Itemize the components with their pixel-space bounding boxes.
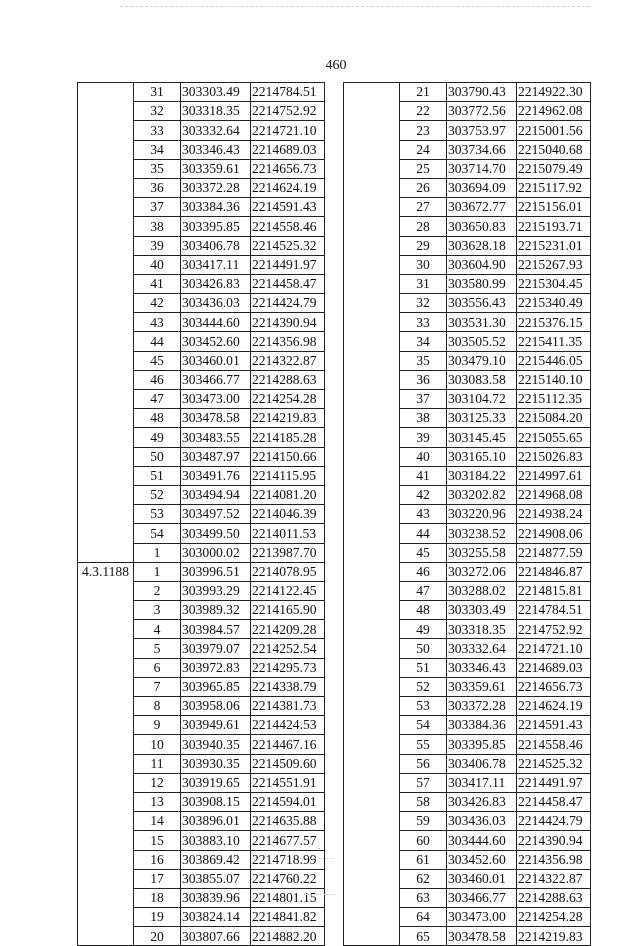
y-coordinate-cell: 2214295.73	[251, 658, 325, 677]
point-number-cell: 7	[134, 677, 181, 696]
y-coordinate-cell: 2214689.03	[517, 658, 591, 677]
point-number-cell: 24	[400, 140, 447, 159]
point-number-cell: 32	[134, 102, 181, 121]
x-coordinate-cell: 303580.99	[447, 274, 517, 293]
x-coordinate-cell: 303824.14	[181, 908, 251, 927]
x-coordinate-cell: 303753.97	[447, 121, 517, 140]
scan-mark	[305, 894, 335, 895]
x-coordinate-cell: 303473.00	[181, 390, 251, 409]
point-number-cell: 20	[134, 927, 181, 946]
y-coordinate-cell: 2214288.63	[517, 888, 591, 907]
x-coordinate-cell: 303406.78	[447, 754, 517, 773]
x-coordinate-cell: 303460.01	[181, 351, 251, 370]
coordinates-table-right-body	[344, 83, 591, 946]
table-row	[78, 83, 325, 102]
point-number-cell: 42	[400, 485, 447, 504]
point-number-cell: 60	[400, 831, 447, 850]
scan-dot	[318, 848, 320, 849]
point-number-cell: 39	[400, 428, 447, 447]
y-coordinate-cell: 2214677.57	[251, 831, 325, 850]
x-coordinate-cell: 303958.06	[181, 697, 251, 716]
y-coordinate-cell: 2214721.10	[517, 639, 591, 658]
point-number-cell: 48	[134, 409, 181, 428]
y-coordinate-cell: 2214381.73	[251, 697, 325, 716]
point-number-cell: 26	[400, 178, 447, 197]
y-coordinate-cell: 2214150.66	[251, 447, 325, 466]
y-coordinate-cell: 2214185.28	[251, 428, 325, 447]
x-coordinate-cell: 303426.83	[181, 274, 251, 293]
x-coordinate-cell: 303869.42	[181, 850, 251, 869]
point-number-cell: 2	[134, 581, 181, 600]
y-coordinate-cell: 2214558.46	[517, 735, 591, 754]
point-number-cell: 52	[400, 677, 447, 696]
y-coordinate-cell: 2214252.54	[251, 639, 325, 658]
point-number-cell: 35	[400, 351, 447, 370]
y-coordinate-cell: 2215304.45	[517, 274, 591, 293]
x-coordinate-cell: 303930.35	[181, 754, 251, 773]
point-number-cell: 28	[400, 217, 447, 236]
point-number-cell: 11	[134, 754, 181, 773]
y-coordinate-cell: 2214882.20	[251, 927, 325, 946]
point-number-cell: 35	[134, 159, 181, 178]
point-number-cell: 47	[134, 390, 181, 409]
point-number-cell: 48	[400, 601, 447, 620]
y-coordinate-cell: 2215084.20	[517, 409, 591, 428]
y-coordinate-cell: 2214219.83	[517, 927, 591, 946]
x-coordinate-cell: 303452.60	[447, 850, 517, 869]
point-number-cell: 50	[134, 447, 181, 466]
group-id-cell: 4.3.1188	[78, 562, 134, 946]
point-number-cell: 53	[400, 697, 447, 716]
y-coordinate-cell: 2214525.32	[251, 236, 325, 255]
point-number-cell: 14	[134, 812, 181, 831]
x-coordinate-cell: 303908.15	[181, 792, 251, 811]
x-coordinate-cell: 303395.85	[447, 735, 517, 754]
y-coordinate-cell: 2214846.87	[517, 562, 591, 581]
point-number-cell: 8	[134, 697, 181, 716]
x-coordinate-cell: 303790.43	[447, 83, 517, 102]
y-coordinate-cell: 2214424.79	[517, 812, 591, 831]
y-coordinate-cell: 2214962.08	[517, 102, 591, 121]
page-number: 460	[325, 58, 347, 73]
point-number-cell: 27	[400, 198, 447, 217]
group-id-cell	[78, 83, 134, 563]
y-coordinate-cell: 2214467.16	[251, 735, 325, 754]
x-coordinate-cell: 303499.50	[181, 524, 251, 543]
x-coordinate-cell: 303473.00	[447, 908, 517, 927]
point-number-cell: 25	[400, 159, 447, 178]
y-coordinate-cell: 2214458.47	[517, 792, 591, 811]
y-coordinate-cell: 2214841.82	[251, 908, 325, 927]
point-number-cell: 9	[134, 716, 181, 735]
x-coordinate-cell: 303478.58	[181, 409, 251, 428]
x-coordinate-cell: 303466.77	[181, 370, 251, 389]
x-coordinate-cell: 303556.43	[447, 294, 517, 313]
x-coordinate-cell: 303272.06	[447, 562, 517, 581]
x-coordinate-cell: 303318.35	[181, 102, 251, 121]
y-coordinate-cell: 2214784.51	[251, 83, 325, 102]
point-number-cell: 44	[134, 332, 181, 351]
point-number-cell: 43	[134, 313, 181, 332]
y-coordinate-cell: 2214801.15	[251, 888, 325, 907]
y-coordinate-cell: 2214551.91	[251, 773, 325, 792]
y-coordinate-cell: 2215026.83	[517, 447, 591, 466]
y-coordinate-cell: 2214752.92	[251, 102, 325, 121]
x-coordinate-cell: 303628.18	[447, 236, 517, 255]
y-coordinate-cell: 2214165.90	[251, 601, 325, 620]
y-coordinate-cell: 2214081.20	[251, 485, 325, 504]
y-coordinate-cell: 2215112.35	[517, 390, 591, 409]
y-coordinate-cell: 2215231.01	[517, 236, 591, 255]
x-coordinate-cell: 303238.52	[447, 524, 517, 543]
point-number-cell: 6	[134, 658, 181, 677]
y-coordinate-cell: 2214209.28	[251, 620, 325, 639]
x-coordinate-cell: 303165.10	[447, 447, 517, 466]
point-number-cell: 29	[400, 236, 447, 255]
x-coordinate-cell: 303896.01	[181, 812, 251, 831]
y-coordinate-cell: 2214624.19	[251, 178, 325, 197]
x-coordinate-cell: 303444.60	[447, 831, 517, 850]
coordinates-table-left-body	[78, 83, 325, 946]
x-coordinate-cell: 303531.30	[447, 313, 517, 332]
y-coordinate-cell: 2214011.53	[251, 524, 325, 543]
y-coordinate-cell: 2215001.56	[517, 121, 591, 140]
x-coordinate-cell: 303650.83	[447, 217, 517, 236]
table-row	[78, 562, 325, 581]
point-number-cell: 38	[134, 217, 181, 236]
x-coordinate-cell: 303494.94	[181, 485, 251, 504]
y-coordinate-cell: 2214115.95	[251, 466, 325, 485]
x-coordinate-cell: 303491.76	[181, 466, 251, 485]
y-coordinate-cell: 2214718.99	[251, 850, 325, 869]
point-number-cell: 42	[134, 294, 181, 313]
x-coordinate-cell: 303417.11	[181, 255, 251, 274]
point-number-cell: 37	[400, 390, 447, 409]
point-number-cell: 55	[400, 735, 447, 754]
x-coordinate-cell: 303083.58	[447, 370, 517, 389]
y-coordinate-cell: 2214968.08	[517, 485, 591, 504]
y-coordinate-cell: 2214760.22	[251, 869, 325, 888]
point-number-cell: 51	[400, 658, 447, 677]
point-number-cell: 47	[400, 581, 447, 600]
x-coordinate-cell: 303104.72	[447, 390, 517, 409]
y-coordinate-cell: 2214322.87	[251, 351, 325, 370]
point-number-cell: 43	[400, 505, 447, 524]
x-coordinate-cell: 303989.32	[181, 601, 251, 620]
point-number-cell: 15	[134, 831, 181, 850]
x-coordinate-cell: 303694.09	[447, 178, 517, 197]
point-number-cell: 53	[134, 505, 181, 524]
x-coordinate-cell: 303979.07	[181, 639, 251, 658]
coordinates-table-left	[77, 82, 325, 946]
y-coordinate-cell: 2215117.92	[517, 178, 591, 197]
x-coordinate-cell: 303000.02	[181, 543, 251, 562]
x-coordinate-cell: 303184.22	[447, 466, 517, 485]
x-coordinate-cell: 303839.96	[181, 888, 251, 907]
x-coordinate-cell: 303487.97	[181, 447, 251, 466]
point-number-cell: 46	[400, 562, 447, 581]
y-coordinate-cell: 2214254.28	[251, 390, 325, 409]
y-coordinate-cell: 2214509.60	[251, 754, 325, 773]
point-number-cell: 49	[134, 428, 181, 447]
point-number-cell: 59	[400, 812, 447, 831]
point-number-cell: 57	[400, 773, 447, 792]
x-coordinate-cell: 303855.07	[181, 869, 251, 888]
point-number-cell: 51	[134, 466, 181, 485]
y-coordinate-cell: 2215411.35	[517, 332, 591, 351]
y-coordinate-cell: 2214078.95	[251, 562, 325, 581]
x-coordinate-cell: 303772.56	[447, 102, 517, 121]
x-coordinate-cell: 303318.35	[447, 620, 517, 639]
y-coordinate-cell: 2214938.24	[517, 505, 591, 524]
coordinates-table-right	[343, 82, 591, 946]
y-coordinate-cell: 2214356.98	[517, 850, 591, 869]
point-number-cell: 12	[134, 773, 181, 792]
y-coordinate-cell: 2214322.87	[517, 869, 591, 888]
y-coordinate-cell: 2215040.68	[517, 140, 591, 159]
x-coordinate-cell: 303395.85	[181, 217, 251, 236]
point-number-cell: 4	[134, 620, 181, 639]
x-coordinate-cell: 303993.29	[181, 581, 251, 600]
point-number-cell: 1	[134, 562, 181, 581]
x-coordinate-cell: 303359.61	[447, 677, 517, 696]
x-coordinate-cell: 303965.85	[181, 677, 251, 696]
point-number-cell: 40	[134, 255, 181, 274]
y-coordinate-cell: 2214458.47	[251, 274, 325, 293]
y-coordinate-cell: 2213987.70	[251, 543, 325, 562]
point-number-cell: 31	[134, 83, 181, 102]
y-coordinate-cell: 2214254.28	[517, 908, 591, 927]
y-coordinate-cell: 2214784.51	[517, 601, 591, 620]
x-coordinate-cell: 303479.10	[447, 351, 517, 370]
point-number-cell: 36	[400, 370, 447, 389]
scan-mark	[300, 858, 334, 859]
x-coordinate-cell: 303452.60	[181, 332, 251, 351]
x-coordinate-cell: 303288.02	[447, 581, 517, 600]
point-number-cell: 44	[400, 524, 447, 543]
point-number-cell: 65	[400, 927, 447, 946]
point-number-cell: 23	[400, 121, 447, 140]
top-scan-line	[120, 6, 590, 7]
x-coordinate-cell: 303220.96	[447, 505, 517, 524]
y-coordinate-cell: 2214624.19	[517, 697, 591, 716]
point-number-cell: 37	[134, 198, 181, 217]
y-coordinate-cell: 2214591.43	[251, 198, 325, 217]
x-coordinate-cell: 303883.10	[181, 831, 251, 850]
point-number-cell: 17	[134, 869, 181, 888]
y-coordinate-cell: 2214491.97	[517, 773, 591, 792]
x-coordinate-cell: 303125.33	[447, 409, 517, 428]
y-coordinate-cell: 2214390.94	[251, 313, 325, 332]
x-coordinate-cell: 303483.55	[181, 428, 251, 447]
x-coordinate-cell: 303714.70	[447, 159, 517, 178]
point-number-cell: 33	[134, 121, 181, 140]
x-coordinate-cell: 303497.52	[181, 505, 251, 524]
x-coordinate-cell: 303372.28	[181, 178, 251, 197]
y-coordinate-cell: 2214356.98	[251, 332, 325, 351]
y-coordinate-cell: 2214491.97	[251, 255, 325, 274]
point-number-cell: 32	[400, 294, 447, 313]
x-coordinate-cell: 303332.64	[447, 639, 517, 658]
x-coordinate-cell: 303466.77	[447, 888, 517, 907]
x-coordinate-cell: 303202.82	[447, 485, 517, 504]
x-coordinate-cell: 303460.01	[447, 869, 517, 888]
point-number-cell: 22	[400, 102, 447, 121]
x-coordinate-cell: 303303.49	[181, 83, 251, 102]
y-coordinate-cell: 2214558.46	[251, 217, 325, 236]
point-number-cell: 36	[134, 178, 181, 197]
point-number-cell: 31	[400, 274, 447, 293]
x-coordinate-cell: 303972.83	[181, 658, 251, 677]
x-coordinate-cell: 303372.28	[447, 697, 517, 716]
y-coordinate-cell: 2214635.88	[251, 812, 325, 831]
x-coordinate-cell: 303145.45	[447, 428, 517, 447]
point-number-cell: 64	[400, 908, 447, 927]
x-coordinate-cell: 303505.52	[447, 332, 517, 351]
y-coordinate-cell: 2214525.32	[517, 754, 591, 773]
x-coordinate-cell: 303996.51	[181, 562, 251, 581]
y-coordinate-cell: 2215079.49	[517, 159, 591, 178]
point-number-cell: 54	[400, 716, 447, 735]
y-coordinate-cell: 2214122.45	[251, 581, 325, 600]
x-coordinate-cell: 303444.60	[181, 313, 251, 332]
point-number-cell: 41	[134, 274, 181, 293]
point-number-cell: 3	[134, 601, 181, 620]
point-number-cell: 41	[400, 466, 447, 485]
point-number-cell: 13	[134, 792, 181, 811]
point-number-cell: 16	[134, 850, 181, 869]
x-coordinate-cell: 303734.66	[447, 140, 517, 159]
x-coordinate-cell: 303940.35	[181, 735, 251, 754]
x-coordinate-cell: 303672.77	[447, 198, 517, 217]
point-number-cell: 62	[400, 869, 447, 888]
point-number-cell: 34	[400, 332, 447, 351]
y-coordinate-cell: 2214656.73	[517, 677, 591, 696]
x-coordinate-cell: 303919.65	[181, 773, 251, 792]
point-number-cell: 18	[134, 888, 181, 907]
x-coordinate-cell: 303604.90	[447, 255, 517, 274]
point-number-cell: 10	[134, 735, 181, 754]
x-coordinate-cell: 303807.66	[181, 927, 251, 946]
y-coordinate-cell: 2214424.79	[251, 294, 325, 313]
x-coordinate-cell: 303426.83	[447, 792, 517, 811]
x-coordinate-cell: 303436.03	[447, 812, 517, 831]
y-coordinate-cell: 2215156.01	[517, 198, 591, 217]
x-coordinate-cell: 303384.36	[181, 198, 251, 217]
point-number-cell: 54	[134, 524, 181, 543]
y-coordinate-cell: 2215376.15	[517, 313, 591, 332]
y-coordinate-cell: 2215446.05	[517, 351, 591, 370]
x-coordinate-cell: 303417.11	[447, 773, 517, 792]
x-coordinate-cell: 303436.03	[181, 294, 251, 313]
x-coordinate-cell: 303303.49	[447, 601, 517, 620]
y-coordinate-cell: 2214815.81	[517, 581, 591, 600]
point-number-cell: 58	[400, 792, 447, 811]
y-coordinate-cell: 2214752.92	[517, 620, 591, 639]
x-coordinate-cell: 303255.58	[447, 543, 517, 562]
point-number-cell: 39	[134, 236, 181, 255]
point-number-cell: 45	[400, 543, 447, 562]
x-coordinate-cell: 303949.61	[181, 716, 251, 735]
y-coordinate-cell: 2214656.73	[251, 159, 325, 178]
point-number-cell: 33	[400, 313, 447, 332]
y-coordinate-cell: 2215267.93	[517, 255, 591, 274]
y-coordinate-cell: 2214997.61	[517, 466, 591, 485]
y-coordinate-cell: 2215193.71	[517, 217, 591, 236]
x-coordinate-cell: 303384.36	[447, 716, 517, 735]
x-coordinate-cell: 303984.57	[181, 620, 251, 639]
x-coordinate-cell: 303346.43	[181, 140, 251, 159]
point-number-cell: 5	[134, 639, 181, 658]
y-coordinate-cell: 2214594.01	[251, 792, 325, 811]
y-coordinate-cell: 2214338.79	[251, 677, 325, 696]
y-coordinate-cell: 2214721.10	[251, 121, 325, 140]
table-row	[344, 83, 591, 102]
y-coordinate-cell: 2214591.43	[517, 716, 591, 735]
y-coordinate-cell: 2214689.03	[251, 140, 325, 159]
x-coordinate-cell: 303332.64	[181, 121, 251, 140]
y-coordinate-cell: 2214219.83	[251, 409, 325, 428]
point-number-cell: 61	[400, 850, 447, 869]
point-number-cell: 50	[400, 639, 447, 658]
point-number-cell: 52	[134, 485, 181, 504]
x-coordinate-cell: 303346.43	[447, 658, 517, 677]
y-coordinate-cell: 2214922.30	[517, 83, 591, 102]
y-coordinate-cell: 2214877.59	[517, 543, 591, 562]
y-coordinate-cell: 2215340.49	[517, 294, 591, 313]
point-number-cell: 46	[134, 370, 181, 389]
point-number-cell: 1	[134, 543, 181, 562]
y-coordinate-cell: 2215055.65	[517, 428, 591, 447]
point-number-cell: 34	[134, 140, 181, 159]
point-number-cell: 49	[400, 620, 447, 639]
x-coordinate-cell: 303406.78	[181, 236, 251, 255]
y-coordinate-cell: 2214908.06	[517, 524, 591, 543]
x-coordinate-cell: 303359.61	[181, 159, 251, 178]
y-coordinate-cell: 2214046.39	[251, 505, 325, 524]
point-number-cell: 63	[400, 888, 447, 907]
point-number-cell: 21	[400, 83, 447, 102]
point-number-cell: 38	[400, 409, 447, 428]
y-coordinate-cell: 2214424.53	[251, 716, 325, 735]
point-number-cell: 45	[134, 351, 181, 370]
x-coordinate-cell: 303478.58	[447, 927, 517, 946]
point-number-cell: 40	[400, 447, 447, 466]
y-coordinate-cell: 2214390.94	[517, 831, 591, 850]
y-coordinate-cell: 2214288.63	[251, 370, 325, 389]
y-coordinate-cell: 2215140.10	[517, 370, 591, 389]
point-number-cell: 19	[134, 908, 181, 927]
point-number-cell: 30	[400, 255, 447, 274]
point-number-cell: 56	[400, 754, 447, 773]
group-id-cell	[344, 83, 400, 946]
